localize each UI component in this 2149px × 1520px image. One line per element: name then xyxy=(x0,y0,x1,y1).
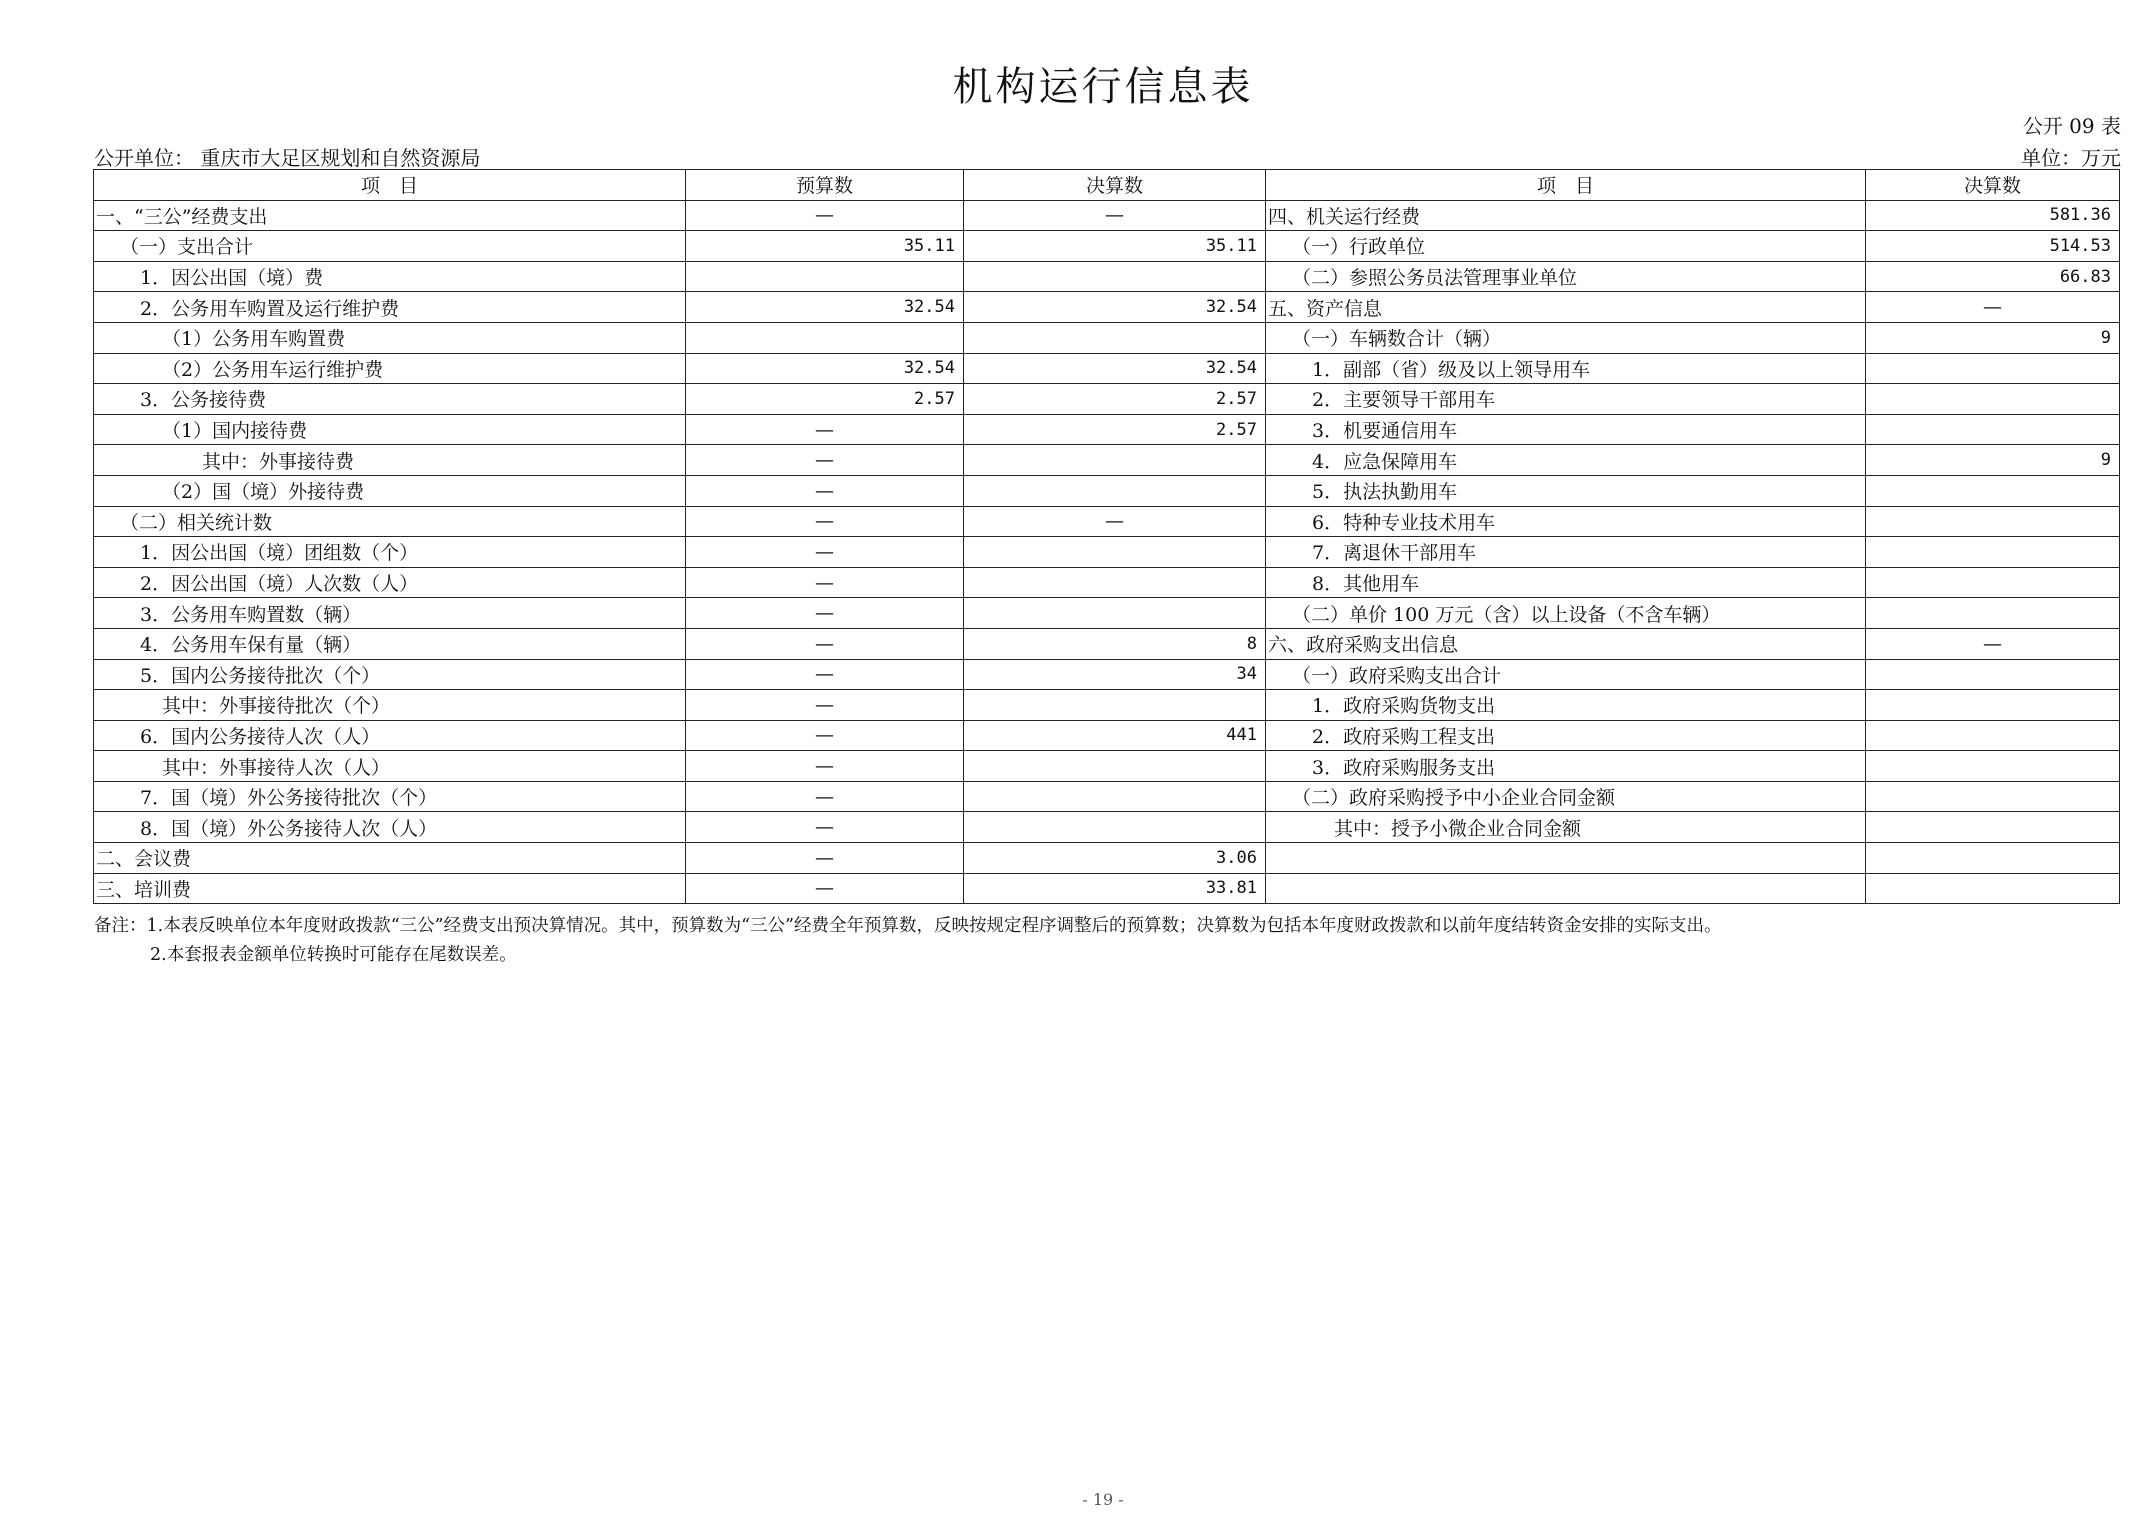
table-row xyxy=(94,720,2120,751)
table-row xyxy=(94,322,2120,353)
left-item-cell: （1）国内接待费 xyxy=(94,414,686,445)
left-item-cell: 6．国内公务接待人次（人） xyxy=(94,720,686,751)
right-item-cell: 1．政府采购货物支出 xyxy=(1266,690,1866,721)
left-item-cell: 5．国内公务接待批次（个） xyxy=(94,659,686,690)
left-item-cell: 4．公务用车保有量（辆） xyxy=(94,628,686,659)
budget-cell: — xyxy=(686,475,964,506)
right-item-cell: 7．离退休干部用车 xyxy=(1266,537,1866,568)
budget-cell: — xyxy=(686,690,964,721)
table-row xyxy=(94,659,2120,690)
budget-cell: — xyxy=(686,812,964,843)
right-item-cell: 6．特种专业技术用车 xyxy=(1266,506,1866,537)
left-item-cell: （1）公务用车购置费 xyxy=(94,322,686,353)
right-final-cell xyxy=(1866,475,2120,506)
table-row xyxy=(94,812,2120,843)
table-row xyxy=(94,751,2120,782)
right-item-cell: 8．其他用车 xyxy=(1266,567,1866,598)
table-row xyxy=(94,445,2120,476)
right-item-cell: 其中：授予小微企业合同金额 xyxy=(1266,812,1866,843)
final-cell xyxy=(964,781,1266,812)
table-row xyxy=(94,873,2120,904)
right-item-cell: 3．政府采购服务支出 xyxy=(1266,751,1866,782)
right-final-cell: — xyxy=(1866,628,2120,659)
table-row xyxy=(94,598,2120,629)
header-final-left: 决算数 xyxy=(964,170,1266,201)
right-final-cell xyxy=(1866,720,2120,751)
right-item-cell: （一）车辆数合计（辆） xyxy=(1266,322,1866,353)
table-row xyxy=(94,292,2120,323)
right-final-cell xyxy=(1866,843,2120,874)
budget-cell: 32.54 xyxy=(686,353,964,384)
left-item-cell: 1．因公出国（境）团组数（个） xyxy=(94,537,686,568)
budget-cell: — xyxy=(686,506,964,537)
right-final-cell xyxy=(1866,537,2120,568)
right-final-cell: 514.53 xyxy=(1866,231,2120,262)
right-final-cell: 66.83 xyxy=(1866,261,2120,292)
budget-cell: — xyxy=(686,598,964,629)
budget-cell: — xyxy=(686,445,964,476)
final-cell xyxy=(964,445,1266,476)
final-cell: 32.54 xyxy=(964,353,1266,384)
header-item-left: 项 目 xyxy=(94,170,686,201)
right-item-cell: 3．机要通信用车 xyxy=(1266,414,1866,445)
right-final-cell xyxy=(1866,781,2120,812)
table-header-row xyxy=(94,170,2120,201)
right-final-cell xyxy=(1866,353,2120,384)
final-cell: 3.06 xyxy=(964,843,1266,874)
final-cell: 8 xyxy=(964,628,1266,659)
right-final-cell xyxy=(1866,506,2120,537)
info-table xyxy=(93,169,2120,904)
right-item-cell: 5．执法执勤用车 xyxy=(1266,475,1866,506)
right-final-cell xyxy=(1866,812,2120,843)
page-title: 机构运行信息表 xyxy=(952,64,1254,110)
final-cell: 2.57 xyxy=(964,384,1266,415)
budget-cell: — xyxy=(686,414,964,445)
budget-cell xyxy=(686,322,964,353)
final-cell: — xyxy=(964,200,1266,231)
table-row xyxy=(94,200,2120,231)
right-final-cell xyxy=(1866,567,2120,598)
budget-cell: — xyxy=(686,873,964,904)
table-row xyxy=(94,414,2120,445)
final-cell xyxy=(964,322,1266,353)
final-cell: 35.11 xyxy=(964,231,1266,262)
budget-cell xyxy=(686,261,964,292)
final-cell: 2.57 xyxy=(964,414,1266,445)
final-cell xyxy=(964,812,1266,843)
right-final-cell xyxy=(1866,873,2120,904)
left-item-cell: 8．国（境）外公务接待人次（人） xyxy=(94,812,686,843)
table-row xyxy=(94,567,2120,598)
budget-cell: 2.57 xyxy=(686,384,964,415)
right-final-cell: 581.36 xyxy=(1866,200,2120,231)
left-item-cell: （2）公务用车运行维护费 xyxy=(94,353,686,384)
reporting-unit: 公开单位： 重庆市大足区规划和自然资源局 xyxy=(94,146,481,170)
final-cell: 33.81 xyxy=(964,873,1266,904)
final-cell xyxy=(964,598,1266,629)
right-final-cell xyxy=(1866,384,2120,415)
currency-unit: 单位：万元 xyxy=(2021,146,2121,170)
right-final-cell xyxy=(1866,751,2120,782)
table-row xyxy=(94,261,2120,292)
right-item-cell: 1．副部（省）级及以上领导用车 xyxy=(1266,353,1866,384)
table-row xyxy=(94,690,2120,721)
header-final-right: 决算数 xyxy=(1866,170,2120,201)
budget-cell: — xyxy=(686,567,964,598)
left-item-cell: （2）国（境）外接待费 xyxy=(94,475,686,506)
budget-cell: — xyxy=(686,537,964,568)
budget-cell: 32.54 xyxy=(686,292,964,323)
budget-cell: — xyxy=(686,781,964,812)
table-row xyxy=(94,231,2120,262)
right-item-cell: （一）行政单位 xyxy=(1266,231,1866,262)
form-number: 公开 09 表 xyxy=(2022,114,2121,138)
note-line-1: 备注：1.本表反映单位本年度财政拨款“三公”经费支出预决算情况。其中，预算数为“三公”经费全年预算数，反映按规定程序调整后的预算数；决算数为包括本年度财政拨款和以前年度结转资金安排的实际支出。 xyxy=(94,916,1722,936)
budget-cell: 35.11 xyxy=(686,231,964,262)
table-row xyxy=(94,384,2120,415)
budget-cell: — xyxy=(686,200,964,231)
table-row xyxy=(94,781,2120,812)
left-item-cell: 其中：外事接待人次（人） xyxy=(94,751,686,782)
right-final-cell xyxy=(1866,659,2120,690)
right-item-cell: 四、机关运行经费 xyxy=(1266,200,1866,231)
left-item-cell: （二）相关统计数 xyxy=(94,506,686,537)
page-number: - 19 - xyxy=(1082,1490,1124,1509)
left-item-cell: 其中：外事接待费 xyxy=(94,445,686,476)
right-item-cell: （二）单价 100 万元（含）以上设备（不含车辆） xyxy=(1266,598,1866,629)
header-budget: 预算数 xyxy=(686,170,964,201)
right-item-cell: 五、资产信息 xyxy=(1266,292,1866,323)
right-item-cell: （二）参照公务员法管理事业单位 xyxy=(1266,261,1866,292)
right-item-cell: 2．政府采购工程支出 xyxy=(1266,720,1866,751)
left-item-cell: 2．因公出国（境）人次数（人） xyxy=(94,567,686,598)
right-item-cell: 六、政府采购支出信息 xyxy=(1266,628,1866,659)
budget-cell: — xyxy=(686,751,964,782)
table-row xyxy=(94,475,2120,506)
budget-cell: — xyxy=(686,720,964,751)
left-item-cell: 2．公务用车购置及运行维护费 xyxy=(94,292,686,323)
table-row xyxy=(94,843,2120,874)
header-item-right: 项 目 xyxy=(1266,170,1866,201)
right-item-cell: （二）政府采购授予中小企业合同金额 xyxy=(1266,781,1866,812)
table-body xyxy=(94,200,2120,904)
left-item-cell: 3．公务接待费 xyxy=(94,384,686,415)
left-item-cell: 7．国（境）外公务接待批次（个） xyxy=(94,781,686,812)
left-item-cell: 二、会议费 xyxy=(94,843,686,874)
table-row xyxy=(94,628,2120,659)
right-item-cell: 4．应急保障用车 xyxy=(1266,445,1866,476)
final-cell xyxy=(964,690,1266,721)
right-item-cell xyxy=(1266,843,1866,874)
right-final-cell xyxy=(1866,598,2120,629)
final-cell xyxy=(964,475,1266,506)
table-row xyxy=(94,506,2120,537)
left-item-cell: 其中：外事接待批次（个） xyxy=(94,690,686,721)
final-cell: — xyxy=(964,506,1266,537)
right-final-cell xyxy=(1866,690,2120,721)
budget-cell: — xyxy=(686,843,964,874)
right-final-cell: 9 xyxy=(1866,322,2120,353)
left-item-cell: 三、培训费 xyxy=(94,873,686,904)
right-final-cell: — xyxy=(1866,292,2120,323)
final-cell xyxy=(964,261,1266,292)
left-item-cell: 3．公务用车购置数（辆） xyxy=(94,598,686,629)
final-cell: 441 xyxy=(964,720,1266,751)
right-item-cell: （一）政府采购支出合计 xyxy=(1266,659,1866,690)
right-final-cell: 9 xyxy=(1866,445,2120,476)
note-line-2: 2.本套报表金额单位转换时可能存在尾数误差。 xyxy=(150,945,517,965)
budget-cell: — xyxy=(686,659,964,690)
right-item-cell: 2．主要领导干部用车 xyxy=(1266,384,1866,415)
budget-cell: — xyxy=(686,628,964,659)
table-row xyxy=(94,353,2120,384)
final-cell xyxy=(964,751,1266,782)
right-final-cell xyxy=(1866,414,2120,445)
table-row xyxy=(94,537,2120,568)
final-cell xyxy=(964,567,1266,598)
right-item-cell xyxy=(1266,873,1866,904)
final-cell: 32.54 xyxy=(964,292,1266,323)
left-item-cell: 一、“三公”经费支出 xyxy=(94,200,686,231)
final-cell: 34 xyxy=(964,659,1266,690)
final-cell xyxy=(964,537,1266,568)
left-item-cell: （一）支出合计 xyxy=(94,231,686,262)
left-item-cell: 1．因公出国（境）费 xyxy=(94,261,686,292)
